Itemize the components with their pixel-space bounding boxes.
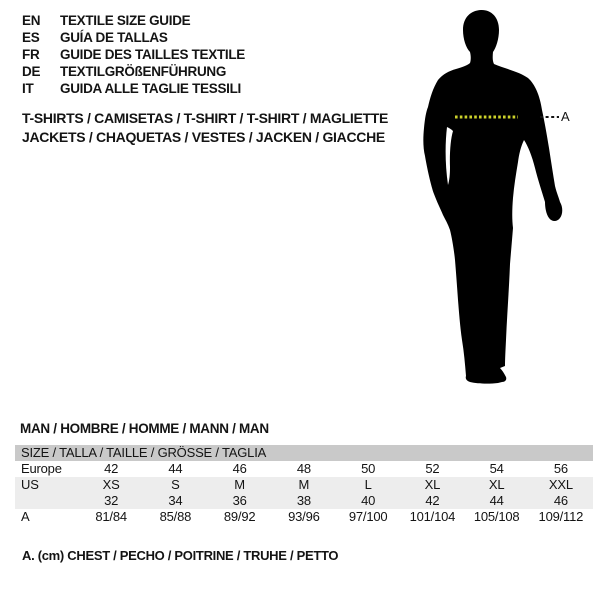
language-guide-item [22,63,245,80]
size-cell: 44 [168,461,183,476]
table-row-europe [15,461,593,477]
section-title-man: MAN / HOMBRE / HOMME / MANN / MAN [20,421,269,436]
language-code: IT [22,81,34,96]
size-cell: XL [424,477,441,492]
size-table [15,445,593,525]
size-cell: S [171,477,180,492]
size-cell: XL [488,477,505,492]
row-label: A [21,509,30,524]
size-cell: 50 [361,461,376,476]
size-cell: 32 [104,493,119,508]
language-guide-item [22,29,245,46]
language-guide-label: TEXTILE SIZE GUIDE [60,13,191,28]
row-label: US [21,477,39,492]
size-cell: M [234,477,245,492]
language-code: ES [22,30,40,45]
size-cell: 97/100 [348,509,388,524]
language-guide-item [22,46,245,63]
language-guide-list [22,12,245,97]
size-cell: 52 [425,461,440,476]
garment-categories [22,109,388,147]
size-cell: 46 [232,461,247,476]
language-code: DE [22,64,41,79]
size-cell: 46 [553,493,568,508]
table-row-numeric [15,493,593,509]
language-guide-label: GUIDE DES TAILLES TEXTILE [60,47,246,62]
size-cell: 38 [296,493,311,508]
size-cell: 85/88 [159,509,192,524]
measure-label-a: A [561,109,570,124]
language-guide-item [22,80,245,97]
table-row-us [15,477,593,493]
language-guide-item [22,12,245,29]
size-cell: 36 [232,493,247,508]
language-code: EN [22,13,41,28]
size-cell: 89/92 [223,509,256,524]
size-cell: 34 [168,493,183,508]
size-table-header: SIZE / TALLA / TAILLE / GRÖSSE / TAGLIA [15,445,593,461]
language-guide-label: GUIDA ALLE TAGLIE TESSILI [60,81,241,96]
category-line-tshirts: T-SHIRTS / CAMISETAS / T-SHIRT / T-SHIRT / MAGLIETTE [22,110,389,126]
man-silhouette [423,10,562,384]
size-cell: 105/108 [473,509,520,524]
size-cell: L [364,477,372,492]
language-guide-label: TEXTILGRÖßENFÜHRUNG [60,64,227,79]
size-cell: XS [102,477,120,492]
language-code: FR [22,47,40,62]
row-label: Europe [21,461,62,476]
size-cell: 101/104 [409,509,456,524]
man-silhouette-svg [418,6,568,388]
size-cell: 44 [489,493,504,508]
measurement-footnote: A. (cm) CHEST / PECHO / POITRINE / TRUHE / PETTO [22,548,339,563]
row-label [15,493,79,509]
size-cell: 93/96 [288,509,320,524]
size-cell: 42 [104,461,119,476]
size-cell: 109/112 [538,509,584,524]
size-cell: XXL [548,477,573,492]
size-cell: 81/84 [95,509,127,524]
language-guide-label: GUÍA DE TALLAS [60,30,168,45]
table-row-chest-a [15,509,593,525]
size-cell: 56 [553,461,568,476]
size-cell: 54 [489,461,504,476]
size-cell: 42 [425,493,440,508]
size-cell: M [298,477,310,492]
category-line-jackets: JACKETS / CHAQUETAS / VESTES / JACKEN / GIACCHE [22,129,385,145]
man-silhouette-figure [418,6,568,388]
size-cell: 40 [361,493,376,508]
size-cell: 48 [296,461,311,476]
